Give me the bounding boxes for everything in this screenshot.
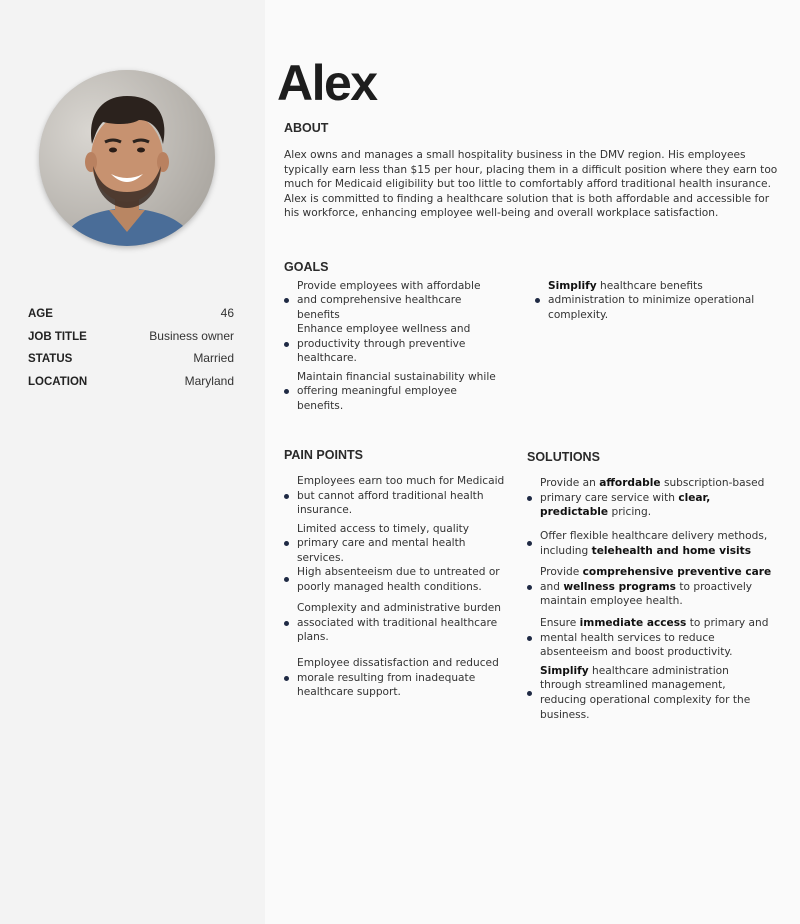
avatar [39, 70, 215, 246]
text-segment: Ensure [540, 617, 580, 630]
list-item-text [297, 322, 500, 366]
list-item [284, 322, 500, 366]
bold-text: immediate access [579, 617, 687, 630]
text-segment: Employee dissatisfaction and reduced morale resulting from inadequate healthcare support. [297, 657, 499, 699]
list-item-text [297, 474, 510, 518]
text-segment: to primary and mental health services to reduce absenteeism and boost productivity. [540, 617, 769, 659]
fact-job-title [28, 329, 234, 352]
text-segment: healthcare administration through streamlined management, reducing operational complexity for the business. [540, 664, 751, 721]
fact-value: Business owner [149, 328, 234, 343]
list-item [284, 601, 510, 645]
list-item-text [540, 664, 773, 722]
bold-text: wellness programs [563, 580, 676, 593]
text-segment: pricing. [608, 506, 652, 519]
fact-status [28, 351, 234, 374]
list-item-text [540, 616, 773, 660]
list-item [527, 476, 773, 520]
list-item-text [540, 476, 773, 520]
list-item [284, 565, 510, 594]
list-item [527, 529, 773, 558]
text-segment: Provide an [540, 477, 600, 490]
bold-text: comprehensive preventive care [582, 566, 772, 579]
list-item [284, 656, 510, 700]
goals-list-right [535, 279, 775, 321]
list-item [527, 616, 773, 660]
list-item-text [540, 529, 773, 558]
solutions-list [527, 476, 773, 721]
bold-text: Simplify [548, 279, 597, 292]
profile-sidebar [0, 0, 265, 924]
text-segment: Limited access to timely, quality primary care and mental health services. [297, 522, 470, 564]
fact-label: AGE [28, 308, 53, 320]
list-item [284, 474, 510, 518]
text-segment: Complexity and administrative burden associated with traditional healthcare plans. [297, 602, 501, 644]
bold-text: Simplify [540, 664, 589, 677]
pain-points-heading: PAIN POINTS [284, 448, 363, 462]
profile-photo [39, 70, 215, 246]
text-segment: Provide employees with affordable and comprehensive healthcare benefits [297, 279, 481, 321]
list-item-text [297, 522, 510, 566]
text-segment: Maintain financial sustainability while offering meaningful employee benefits. [297, 370, 496, 412]
list-item [284, 370, 500, 412]
list-item-text [297, 370, 500, 414]
text-segment: healthcare benefits administration to minimize operational complexity. [548, 279, 755, 321]
list-item [284, 522, 510, 564]
bold-text: telehealth and home visits [591, 544, 752, 557]
fact-label: JOB TITLE [28, 330, 87, 343]
fact-label: LOCATION [28, 375, 88, 388]
text-segment: to proactively maintain employee health. [540, 580, 753, 608]
fact-value: Maryland [184, 373, 234, 388]
persona-facts [28, 306, 234, 396]
list-item-text [297, 656, 510, 700]
pain-points-list [284, 474, 510, 700]
list-item [284, 279, 500, 321]
text-segment: Employees earn too much for Medicaid but cannot afford traditional health insurance. [297, 475, 505, 517]
fact-age [28, 306, 234, 329]
solutions-heading: SOLUTIONS [527, 450, 600, 464]
list-item [527, 565, 773, 609]
about-text: Alex owns and manages a small hospitality business in the DMV region. His employees typically earn less than $15 per hour, placing them in a difficult position where they earn too much for Medicaid eligibility but too little to comfortably afford traditional health insurance. Alex is committed to finding a healthcare solution that is both affordable and accessible for his workforce, enhancing employee well-being and overall workplace satisfaction. [284, 149, 778, 219]
list-item-text [540, 565, 773, 609]
bold-text: affordable [599, 477, 661, 490]
text-segment: subscription-based primary care service with [540, 477, 765, 504]
persona-name: Alex [277, 55, 377, 111]
list-item-text [297, 279, 500, 323]
bold-text: clear, predictable [540, 491, 711, 519]
text-segment: Offer flexible healthcare delivery methods, including [540, 529, 768, 557]
list-item [527, 664, 773, 721]
text-segment: Provide [540, 566, 583, 579]
list-item [535, 279, 775, 321]
text-segment: and [540, 580, 564, 593]
list-item-text [548, 279, 775, 323]
fact-value: Married [193, 351, 234, 366]
about-heading: ABOUT [284, 121, 329, 135]
list-item-text [297, 601, 510, 645]
text-segment: High absenteeism due to untreated or poorly managed health conditions. [297, 565, 500, 593]
fact-label: STATUS [28, 353, 73, 366]
fact-location [28, 374, 234, 397]
fact-value: 46 [220, 306, 234, 320]
list-item-text [297, 565, 510, 594]
goals-list-left [284, 279, 500, 412]
text-segment: Enhance employee wellness and productivity through preventive healthcare. [297, 323, 471, 365]
goals-heading: GOALS [284, 260, 329, 274]
